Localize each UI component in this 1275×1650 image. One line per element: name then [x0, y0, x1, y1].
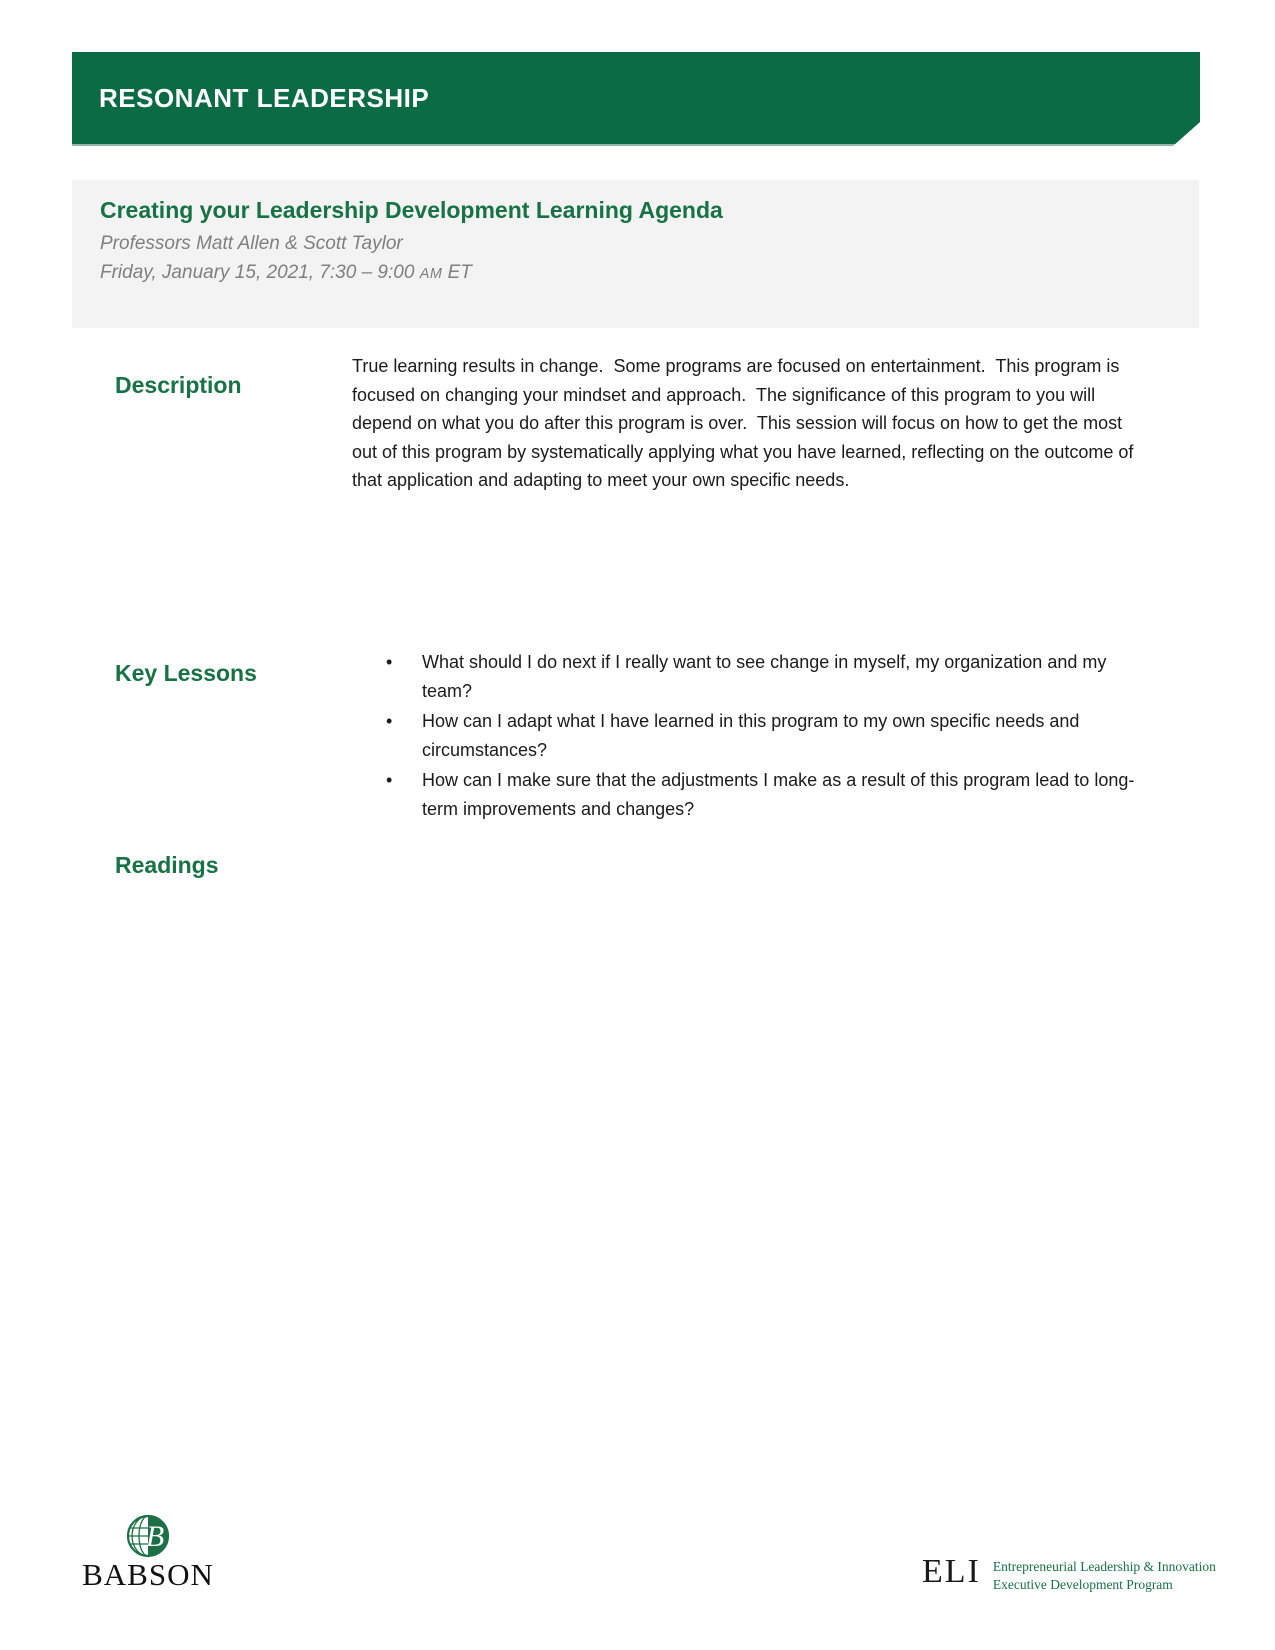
section-label-readings: Readings — [115, 852, 219, 878]
babson-wordmark: BABSON — [82, 1557, 214, 1592]
session-date-part: Friday, January 15, 2021, 7:30 – 9:00 — [100, 261, 420, 283]
key-lessons-list — [352, 648, 1144, 825]
svg-text:B: B — [145, 1520, 165, 1553]
eli-wordmark: ELI — [922, 1553, 981, 1590]
session-datetime — [100, 260, 1169, 286]
session-info-panel — [72, 180, 1199, 328]
session-date-timezone: ET — [442, 261, 472, 283]
session-professors: Professors Matt Allen & Scott Taylor — [100, 233, 403, 254]
eli-tagline-line2: Executive Development Program — [992, 1576, 1173, 1592]
session-title: Creating your Leadership Development Learning Agenda — [100, 197, 723, 223]
globe-b-icon — [126, 1514, 170, 1558]
babson-logo — [76, 1514, 220, 1590]
description-body: True learning results in change. Some programs are focused on entertainment. This program is focused on changing your mindset and approach. The significance of this program to you will depend on what you do after this program is over. This session will focus on how to get the most out of this program by systematically applying what you have learned, reflecting on the outcome of that application and adapting to meet your own specific needs. — [352, 356, 1139, 490]
eli-tagline — [993, 1556, 1216, 1594]
section-label-description: Description — [115, 372, 242, 398]
section-label-key-lessons: Key Lessons — [115, 660, 257, 686]
eli-logo — [922, 1553, 1216, 1594]
key-lesson-item: • How can I make sure that the adjustments I make as a result of this program lead to long-term improvements and changes? — [352, 766, 1144, 824]
key-lesson-item: • How can I adapt what I have learned in this program to my own specific needs and circumstances? — [352, 707, 1144, 765]
banner — [72, 52, 1200, 146]
banner-corner-cut — [1173, 122, 1200, 146]
eli-tagline-line1: Entrepreneurial Leadership & Innovation — [992, 1559, 1216, 1574]
banner-title: RESONANT LEADERSHIP — [99, 82, 430, 113]
key-lesson-item: • What should I do next if I really want to see change in myself, my organization and my team? — [352, 648, 1144, 706]
session-date-meridiem: AM — [419, 265, 443, 282]
